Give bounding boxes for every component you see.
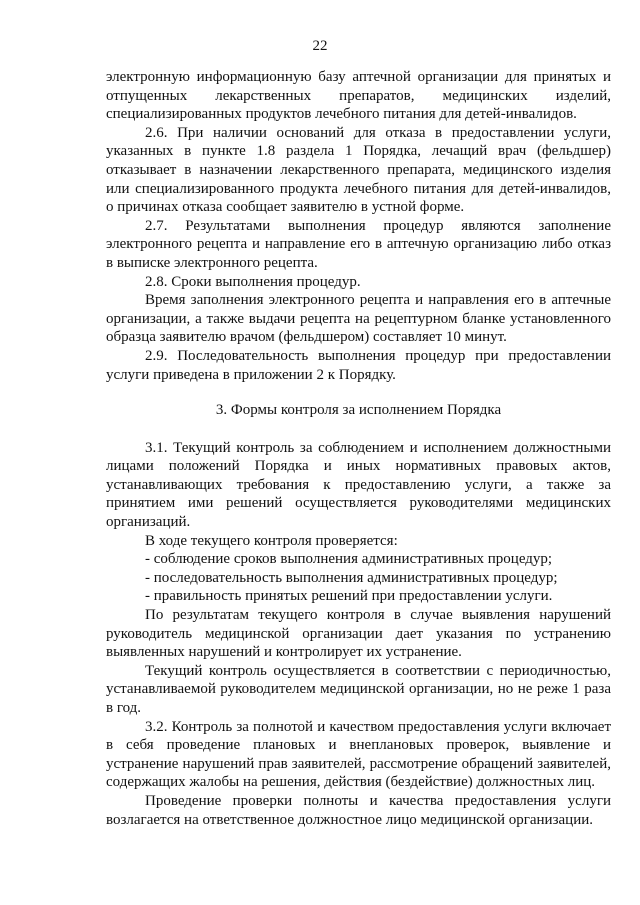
- paragraph-responsible-official: Проведение проверки полноты и качества предоставления услуги возлагается на ответственное должностное лицо медицинской организации.: [106, 792, 611, 828]
- paragraph-3-1: 3.1. Текущий контроль за соблюдением и исполнением должностными лицами положений Порядка и иных нормативных правовых актов, устанавливающих требования к предоставлению услуги, а также за принятием ими решений осуществляется руководителями медицинских организаций.: [106, 439, 611, 531]
- paragraph-2-7: 2.7. Результатами выполнения процедур являются заполнение электронного рецепта и направление его в аптечную организацию либо отказ в выписке электронного рецепта.: [106, 217, 611, 271]
- paragraph-2-9: 2.9. Последовательность выполнения процедур при предоставлении услуги приведена в приложении 2 к Порядку.: [106, 347, 611, 383]
- section-heading: 3. Формы контроля за исполнением Порядка: [215, 402, 502, 419]
- paragraph-2-6: 2.6. При наличии оснований для отказа в предоставлении услуги, указанных в пункте 1.8 раздела 1 Порядка, лечащий врач (фельдшер) отказывает в назначении лекарственного препарата, медицинского изделия или специализированного продукта лечебного питания для детей-инвалидов, о причинах отказа сообщает заявителю в устной форме.: [106, 124, 611, 216]
- list-item-decisions: - правильность принятых решений при предоставлении услуги.: [145, 588, 553, 605]
- paragraph-checks-intro: В ходе текущего контроля проверяется:: [145, 532, 398, 549]
- list-item-sequence: - последовательность выполнения административных процедур;: [145, 569, 558, 586]
- page-number: 22: [312, 38, 328, 54]
- page-content: [106, 68, 611, 829]
- paragraph-3-2: 3.2. Контроль за полнотой и качеством предоставления услуги включает в себя проведение плановых и внеплановых проверок, выявление и устранение нарушений прав заявителей, рассмотрение обращений заявителей, содержащих жалобы на решения, действия (бездействие) должностных лиц.: [106, 718, 611, 791]
- paragraph-violations: По результатам текущего контроля в случае выявления нарушений руководитель медицинской организации дает указания по устранению выявленных нарушений и контролирует их устранение.: [106, 607, 611, 661]
- paragraph-2-8: 2.8. Сроки выполнения процедур.: [145, 273, 361, 290]
- paragraph-continuation: электронную информационную базу аптечной организации для принятых и отпущенных лекарственных препаратов, медицинских изделий, специализированных продуктов лечебного питания для детей-инвалидов.: [106, 69, 611, 123]
- paragraph-periodicity: Текущий контроль осуществляется в соответствии с периодичностью, устанавливаемой руководителем медицинской организации, но не реже 1 раза в год.: [106, 662, 611, 716]
- paragraph-processing-time: Время заполнения электронного рецепта и направления его в аптечные организации, а также выдачи рецепта на рецептурном бланке установленного образца заявителю врачом (фельдшером) составляет 10 минут.: [106, 292, 611, 346]
- list-item-deadlines: - соблюдение сроков выполнения административных процедур;: [145, 551, 553, 568]
